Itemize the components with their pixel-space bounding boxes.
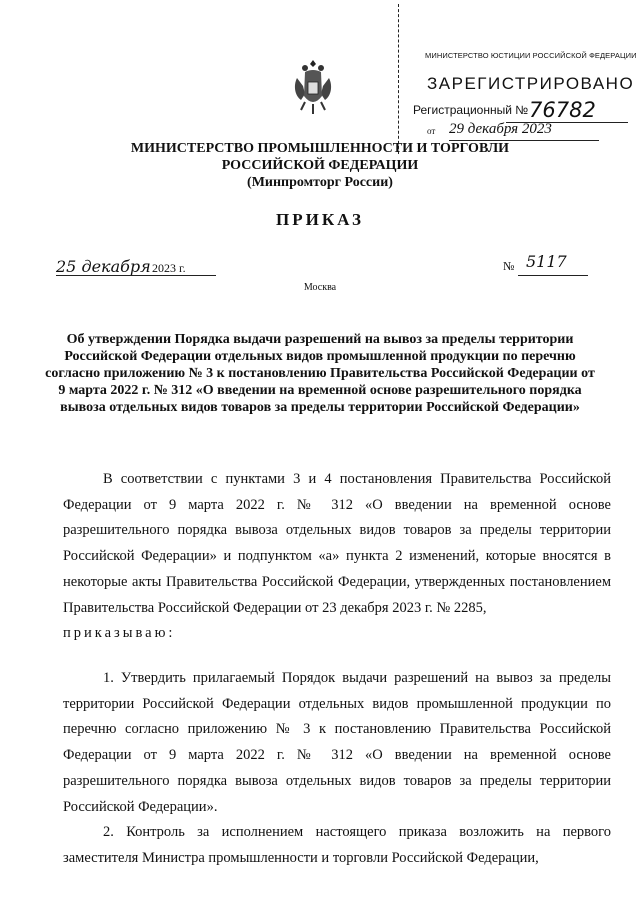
date-year: 2023 г. [152,261,186,275]
order-word: приказываю: [63,625,176,642]
stamp-ministry: МИНИСТЕРСТВО ЮСТИЦИИ РОССИЙСКОЙ ФЕДЕРАЦИИ [425,51,637,60]
item-1: 1. Утвердить прилагаемый Порядок выдачи разрешений на вывоз за пределы территории Российской Федерации отдельных видов промышленной продукции по перечню согласно приложению № 3 к постановлению Правительства Российской Федерации от 9 марта 2022 г. № 312 «О введении на временной основе разрешительного порядка вывоза отдельных видов товаров за пределы территории Российской Федерации». [63,670,611,815]
item-2: 2. Контроль за исполнением настоящего приказа возложить на первого заместителя Министра промышленности и торговли Российской Федерации, [63,824,611,866]
stamp-reg-number: 76782 [529,98,596,122]
stamp-date: 29 декабря 2023 [449,121,552,137]
document-title: Об утверждении Порядка выдачи разрешений на вывоз за пределы территории Российской Федерации отдельных видов промышленной продукции по перечню согласно приложению № 3 к постановлению Правительства Российской Федерации от 9 марта 2022 г. № 312 «О введении на временной основе разрешительного порядка вывоза отдельных видов товаров за пределы территории Российской Федерации» [45,332,595,415]
document-type: ПРИКАЗ [276,210,364,229]
stamp-status: ЗАРЕГИСТРИРОВАНО [427,74,635,93]
preamble-text: В соответствии с пунктами 3 и 4 постановления Правительства Российской Федерации от 9 марта 2022 г. № 312 «О введении на временной основе разрешительного порядка вывоза отдельных видов товаров за пределы территории Российской Федерации» и подпунктом «а» пункта 2 изменений, которые вносятся в некоторые акты Правительства Российской Федерации, утвержденных постановлением Правительства Российской Федерации от 23 декабря 2023 г. № 2285, [63,471,611,616]
date-underline [56,275,216,276]
number-label: № [503,259,515,273]
ministry-header [0,140,640,191]
ministry-line2: РОССИЙСКОЙ ФЕДЕРАЦИИ [221,158,419,173]
city: Москва [303,282,337,293]
ministry-line1: МИНИСТЕРСТВО ПРОМЫШЛЕННОСТИ И ТОРГОВЛИ [130,141,510,156]
preamble-paragraph [63,467,611,647]
ministry-short: (Минпромторг России) [247,175,393,190]
order-number: 5117 [526,252,567,271]
coat-of-arms-icon [291,56,335,120]
stamp-reg-label: Регистрационный № [413,103,529,117]
registration-stamp [398,4,637,154]
number-underline [518,275,588,276]
date-handwritten: 25 декабря [56,257,151,276]
stamp-date-prefix: от [427,126,436,136]
